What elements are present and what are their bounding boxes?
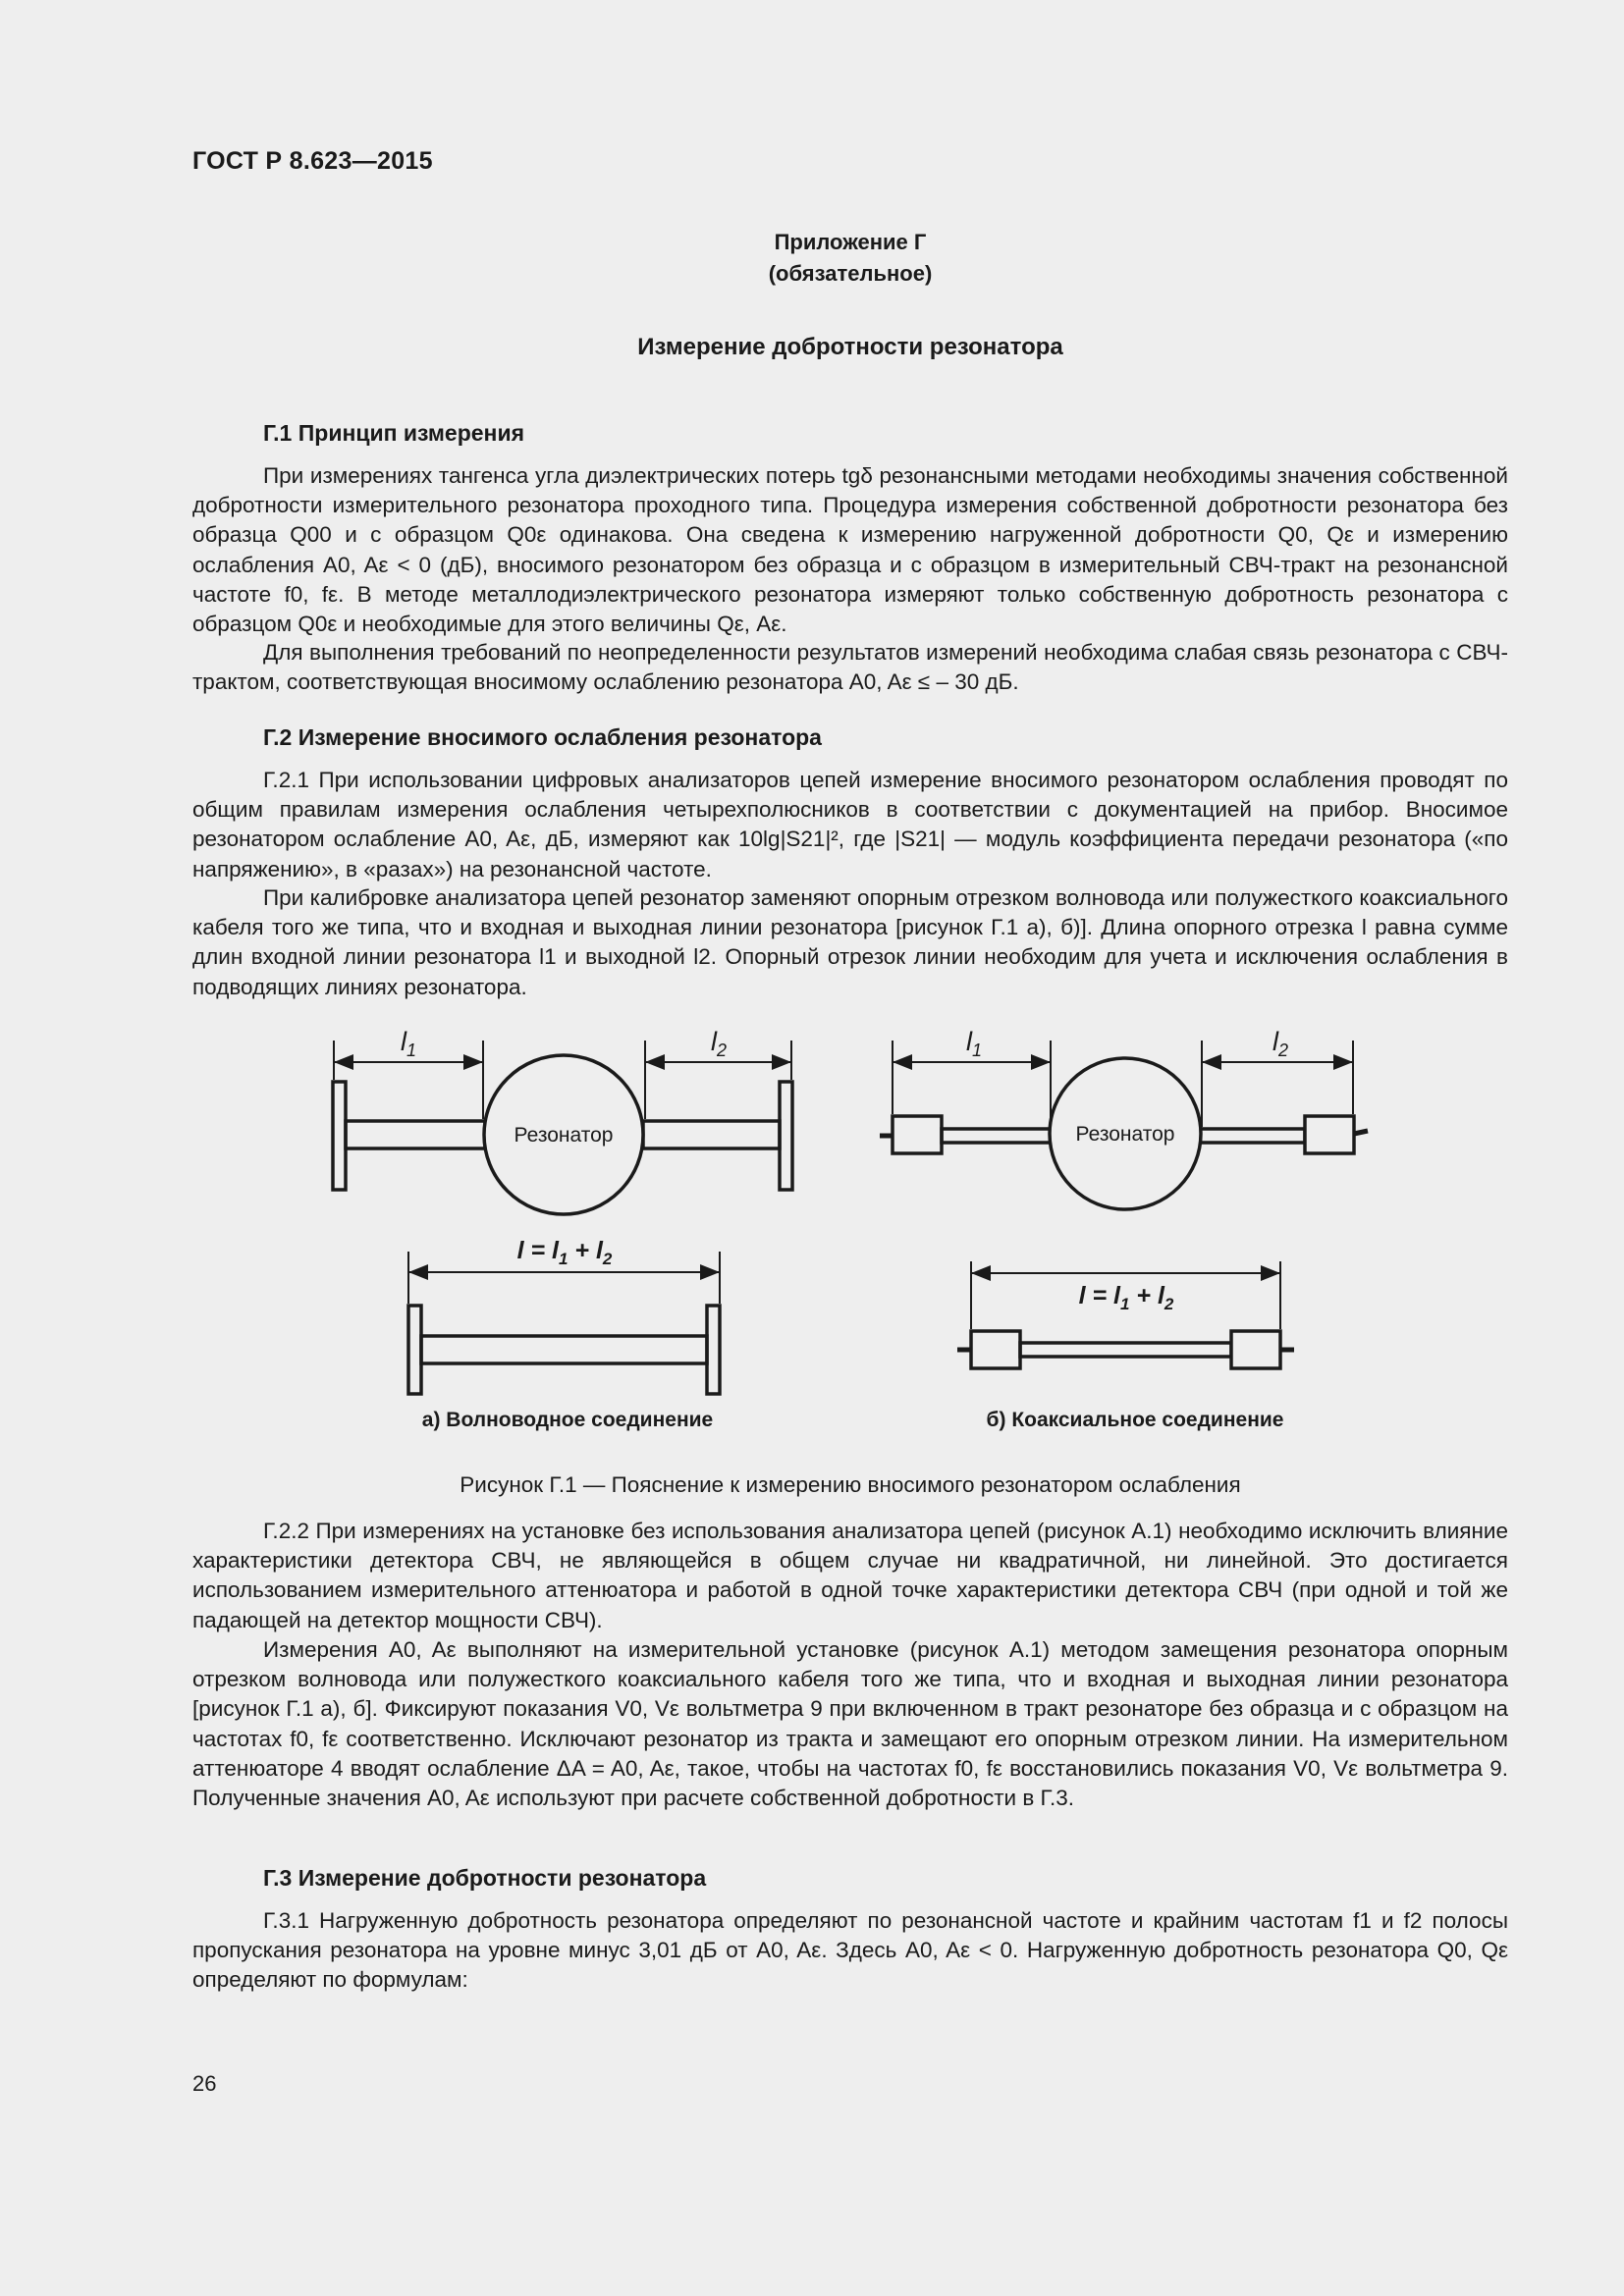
section-g1-title: Г.1 Принцип измерения <box>263 420 525 446</box>
section-g2-title: Г.2 Измерение вносимого ослабления резонатора <box>263 724 822 750</box>
label-l2-b: $l_2$ <box>1272 1027 1289 1060</box>
annex-heading: Измерение добротности резонатора <box>637 334 1063 360</box>
section-g1-paragraph-1: При измерениях тангенса угла диэлектрических потерь tgδ резонансными методами необходимы значения собственной добротности измерительного резонатора проходного типа. Процедура измерения собственной добротности резонатора без образца Q00 и с образцом Q0ε одинакова. Она сведена к измерению нагруженной добротности Q0, Qε и измерению ослабления A0, Aε < 0 (дБ), вносимого резонатором без образца и с образцом в измерительный СВЧ-тракт на резонансной частоте f0, fε. В методе металлодиэлектрического резонатора измеряют только собственную добротность резонатора с образцом Q0ε и необходимые для этого величины Qε, Aε. <box>192 463 1508 637</box>
section-g2-paragraph-1: Г.2.1 При использовании цифровых анализаторов цепей измерение вносимого резонатором ослабления проводят по общим правилам измерения ослабления четырехполюсников в соответствии с документацией на прибор. Вносимое резонатором ослабление A0, Aε, дБ, измеряют как 10lg|S21|², где |S21| — модуль коэффициента передачи резонатора («по напряжению», в «разах») на резонансной частоте. <box>192 768 1508 881</box>
section-g3-paragraph-1: Г.3.1 Нагруженную добротность резонатора определяют по резонансной частоте и крайним частотам f1 и f2 полосы пропускания резонатора на уровне минус 3,01 дБ от A0, Aε. Здесь A0, Aε < 0. Нагруженную добротность резонатора Q0, Qε определяют по формулам: <box>192 1908 1508 1993</box>
label-coaxial: б) Коаксиальное соединение <box>986 1409 1284 1431</box>
figure-caption: Рисунок Г.1 — Пояснение к измерению вносимого резонатором ослабления <box>460 1472 1241 1497</box>
label-l1-a: $l_1$ <box>401 1027 417 1060</box>
label-l1-b: $l_1$ <box>966 1027 983 1060</box>
formula-l-b: $l = l_1 + l_2$ <box>1078 1282 1174 1313</box>
section-g2-paragraph-2: При калибровке анализатора цепей резонатор заменяют опорным отрезком волновода или полужесткого коаксиального кабеля того же типа, что и входная и выходная линии резонатора [рисунок Г.1 а), б)]. Длина опорного отрезка l равна сумме длин входной линии резонатора l1 и выходной l2. Опорный отрезок линии необходим для учета и исключения ослабления в подводящих линиях резонатора. <box>192 885 1508 999</box>
annex-title: Приложение Г <box>774 230 927 254</box>
figure-g1 <box>0 1011 1624 1443</box>
waveguide-reference <box>408 1252 720 1394</box>
annex-status: (обязательное) <box>768 261 933 286</box>
formula-l-a: $l = l_1 + l_2$ <box>516 1237 613 1268</box>
section-g3-title: Г.3 Измерение добротности резонатора <box>263 1865 707 1891</box>
section-g2-paragraph-4: Измерения A0, Aε выполняют на измерительной установке (рисунок А.1) методом замещения резонатора опорным отрезком волновода или полужесткого коаксиального кабеля того же типа, что и входная и выходная линии резонатора [рисунок Г.1 а), б]. Фиксируют показания V0, Vε вольтметра 9 при включенном в тракт резонаторе без образца и с образцом на частотах f0, fε соответственно. Исключают резонатор из тракта и замещают его опорным отрезком линии. На измерительном аттенюаторе 4 вводят ослабление ΔA = A0, Aε, такое, чтобы на частотах f0, fε восстановились показания V0, Vε вольтметра 9. Полученные значения A0, Aε используют при расчете собственной добротности в Г.3. <box>192 1637 1508 1811</box>
label-waveguide: а) Волноводное соединение <box>421 1409 714 1431</box>
label-l2-a: $l_2$ <box>711 1027 728 1060</box>
section-g1-paragraph-2: Для выполнения требований по неопределенности результатов измерений необходима слабая связь резонатора с СВЧ-трактом, соответствующая вносимому ослаблению резонатора A0, Aε ≤ – 30 дБ. <box>192 640 1508 695</box>
page-number: 26 <box>192 2071 217 2096</box>
coaxial-reference <box>957 1261 1294 1368</box>
resonator-label-b: Резонатор <box>1075 1123 1175 1146</box>
resonator-label-a: Резонатор <box>514 1124 614 1147</box>
section-g2-paragraph-3: Г.2.2 При измерениях на установке без использования анализатора цепей (рисунок А.1) необходимо исключить влияние характеристики детектора СВЧ, не являющейся в общем случае ни квадратичной, ни линейной. Это достигается использованием измерительного аттенюатора и работой в одной точке характеристики детектора СВЧ (при одной и той же падающей на детектор мощности СВЧ). <box>192 1519 1508 1632</box>
document-code: ГОСТ Р 8.623—2015 <box>192 147 433 175</box>
